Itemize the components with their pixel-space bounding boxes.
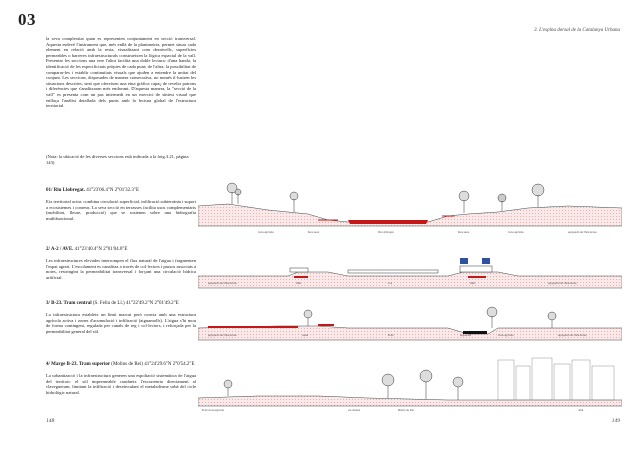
section-1-river (348, 220, 428, 224)
page-number-right: 149 (611, 418, 620, 424)
section-4-label: B-23 zona agrícola (202, 409, 224, 412)
section-3-channel (208, 326, 298, 328)
section-2-label: A-2 (388, 282, 393, 285)
section-2-heading: 2/ A-2 / AVE. 41°23'40.4"N 2°01'04.0"E (46, 247, 128, 252)
section-3-label: canal (302, 334, 309, 337)
section-1-label: zona agrícola (508, 231, 524, 234)
location-note: (Nota: la ubicació de les diverses seccions està indicada a la fotg.3.21, pàgina 143) (46, 154, 189, 165)
page-number-left: 148 (46, 418, 55, 424)
section-3-label: B-23 (388, 334, 394, 337)
section-2-label: AVE (296, 282, 301, 285)
section-4-label: Molins de Rei (398, 409, 414, 412)
ave-viaduct (290, 268, 308, 272)
section-1-heading: 01/ Riu Llobregat. 41°23'06.4"N 2°01'32.3"E (46, 188, 140, 193)
section-4-label: via urbana (348, 409, 361, 412)
tree-icon (459, 191, 469, 201)
section-2-label: agrupació de l'Alta Anoia (208, 282, 237, 285)
section-3-diagram (198, 300, 622, 350)
section-4-label: urbà (578, 409, 584, 412)
section-4-diagram (198, 356, 622, 414)
running-title: 3. L'espina dorsal de la Catalunya Urbana (534, 28, 620, 33)
section-3-label: agrupació de l'Alta Anoia (208, 334, 237, 337)
section-1-label: llera seca (308, 231, 320, 234)
section-1-trees (227, 183, 544, 213)
section-3-trees (304, 307, 556, 328)
tree-icon (290, 192, 298, 200)
section-4-ground (198, 396, 622, 406)
section-4-body: La urbanització i la infraestructura generen una espoliació sistemàtica de l'aigua del territori: el sòl impermeable condueix l'escorrentia directament al clavegueram, limitant la infiltració i desvinculant el metabolisme urbà del cicle hidrològic natural. (46, 373, 196, 395)
section-3-heading: 3/ B-23. Tram central (S. Feliu de Ll.) 41°22'49.2"N 2°01'49.2"E (46, 301, 179, 306)
section-2-text (46, 247, 196, 280)
section-4-trees (224, 370, 463, 400)
section-3-label: zona agrícola (498, 334, 514, 337)
tree-icon (420, 370, 432, 382)
section-2-water (468, 276, 486, 278)
section-2-water (294, 276, 308, 278)
section-3-text (46, 301, 196, 334)
tree-icon (382, 374, 394, 386)
section-1-text (46, 188, 196, 221)
intro-paragraph: la seva complexitat quan es representen conjuntament en secció transversal. Aquesta esdevé l'instrument que, més enllà de la planimetria, permet situar cada element en relació amb la resta, visualitzant com desnivells, superfícies permeables o barreres infraestructurals construeixen la lògica espacial de la vall. Presentar les seccions una rere l'altra facilita una doble lectura: d'una banda, la identificació de les especificitats pròpies de cada punt; de l'altra, la possibilitat de comparar-les i establir continuïtats visuals que ajuden a entendre la unitat del conjunt. Les seccions, disposades de manera consecutiva, no només il·lustren les situacions descrites, sinó que ofereixen una eina gràfica capaç de revelar patrons i diferències que s'analitzaran més endavant. D'aquesta manera, la "secció de la vall" es presenta com un pas intermedi en un exercici de síntesi visual que enllaça l'anàlisi detallada dels punts amb la lectura global de l'estructura territorial. (46, 36, 196, 109)
section-2-label: agrupació de l'Alta Anoia (548, 282, 577, 285)
section-3-body: La infraestructura estableix un límit marcat però convia amb una estructura agrícola activa i zones d'acumulació i infiltració (aiguamolls). L'aigua s'hi mou de forma contingent, regulada per canals de reg i col·lectors, i reforçada per la permeabilitat general del sòl. (46, 312, 196, 334)
section-1-label: zona agrícola (258, 231, 274, 234)
tree-icon (304, 310, 312, 318)
section-4-text (46, 362, 196, 395)
tree-icon (498, 194, 506, 202)
section-3-label: agrupació de l'Alta Anoia (558, 334, 587, 337)
section-1-label: llera seca (458, 231, 470, 234)
section-3-ground (198, 326, 622, 340)
tree-icon (487, 307, 497, 317)
ave-viaduct-2 (460, 266, 492, 272)
tree-icon (453, 377, 463, 387)
section-2-diagram (198, 248, 622, 298)
a2-deck (348, 270, 438, 273)
train-icon (460, 258, 490, 264)
section-1-body: Eix territorial actiu: combina circulació superficial, infiltració subterrània i suport a ecosistemes i conreus. La seva secció en terrasses facilita usos complementaris (mobilitat, lleure, producció) que se sostenen sobre una hidrografia multifuncional. (46, 199, 197, 221)
section-3-label: aiguamoll (460, 334, 472, 337)
chapter-number: 03 (18, 10, 36, 29)
section-4-buildings (498, 358, 614, 400)
section-1-label: Riu Llobregat (378, 231, 394, 234)
section-1-label: agrupació de l'Alta Anoia (568, 231, 597, 234)
section-4-heading: 4/ Marge B-23. Tram superior (Molins de Rei) 41°24'29.6"N 2°0'54.2"E (46, 362, 195, 367)
tree-icon (532, 184, 544, 196)
tree-icon (224, 380, 232, 388)
section-2-ground (198, 272, 622, 288)
section-2-label: AVE (470, 282, 475, 285)
tree-icon (548, 312, 556, 320)
section-2-body: Les infraestructures elevades interrompen el flux natural de l'aigua i fragmenten l'espai agrari. L'escolament es canalitza a través de col·lectors i passos associats a notes, restringint la permeabilitat transversal i forçant una circulació hídrica artificial. (46, 258, 196, 280)
section-3-water (318, 324, 334, 326)
section-1-diagram (198, 176, 622, 240)
